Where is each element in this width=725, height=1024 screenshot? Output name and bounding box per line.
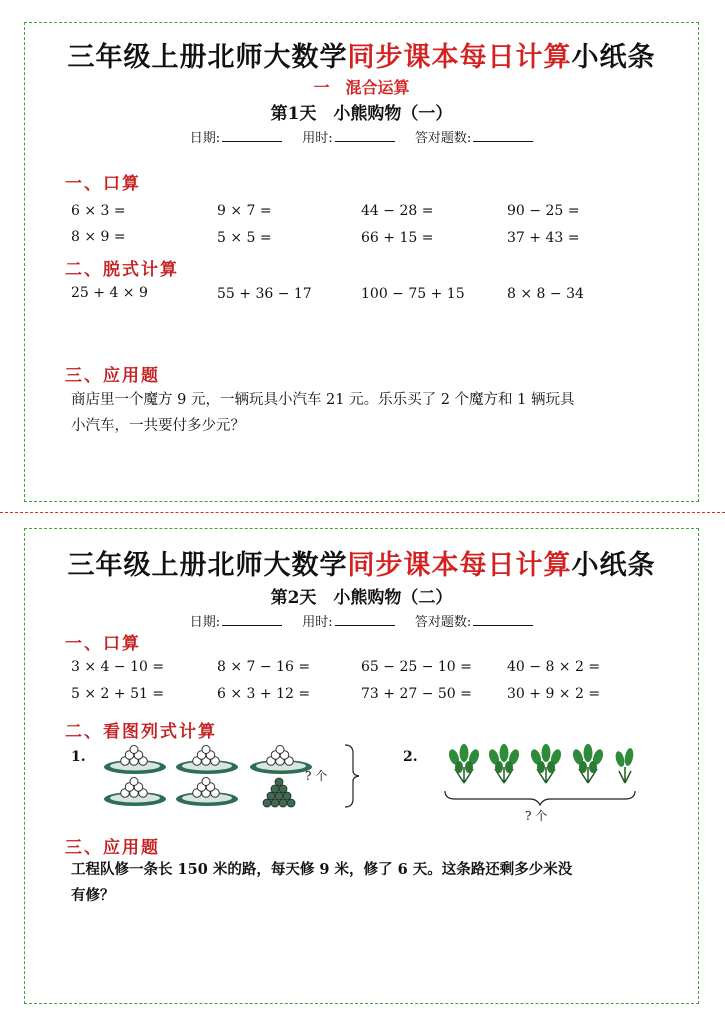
sheet-title bbox=[25, 543, 698, 582]
score-field: 答对题数: bbox=[415, 611, 533, 630]
info-row bbox=[25, 127, 698, 146]
picture-problem-1-label: 1. bbox=[71, 749, 86, 765]
oral-problem: 6 × 3 + 12 = bbox=[217, 686, 311, 702]
title-part-1: 三年级上册北师大数学 bbox=[67, 42, 348, 73]
sheet-day1 bbox=[24, 22, 699, 502]
oral-problem: 90 − 25 = bbox=[507, 203, 580, 219]
title-part-1: 三年级上册北师大数学 bbox=[67, 550, 348, 581]
oral-problem: 8 × 7 − 16 = bbox=[217, 659, 311, 675]
word-problem-line-2: 有修？ bbox=[71, 887, 115, 904]
cut-line bbox=[0, 512, 725, 513]
word-problem-line-2: 小汽车，一共要付多少元？ bbox=[71, 418, 245, 434]
title-part-highlight: 同步课本每日计算 bbox=[347, 42, 572, 73]
oral-problem: 9 × 7 = bbox=[217, 203, 272, 219]
section-word-problem: 三、应用题 bbox=[65, 366, 160, 386]
oral-problem: 73 + 27 − 50 = bbox=[361, 686, 472, 702]
time-blank[interactable] bbox=[335, 129, 395, 142]
expression: 8 × 8 − 34 bbox=[507, 286, 584, 302]
oral-problem: 6 × 3 = bbox=[71, 203, 126, 219]
word-problem-line-1: 工程队修一条长 150 米的路，每天修 9 米，修了 6 天。这条路还剩多少米没 bbox=[71, 861, 573, 878]
chapter-title: 一 混合运算 bbox=[313, 78, 410, 97]
section-oral-calc: 一、口算 bbox=[65, 174, 141, 194]
oral-problem: 44 − 28 = bbox=[361, 203, 434, 219]
sheet-title bbox=[25, 35, 698, 74]
word-problem-line-1: 商店里一个魔方 9 元，一辆玩具小汽车 21 元。乐乐买了 2 个魔方和 1 辆玩具 bbox=[71, 392, 575, 408]
date-field: 日期: bbox=[190, 611, 282, 630]
time-field: 用时: bbox=[302, 611, 394, 630]
oral-problem: 66 + 15 = bbox=[361, 230, 434, 246]
date-blank[interactable] bbox=[222, 129, 282, 142]
section-word-problem: 三、应用题 bbox=[65, 838, 160, 858]
section-picture-calc: 二、看图列式计算 bbox=[65, 722, 217, 742]
expression: 55 + 36 − 17 bbox=[217, 286, 312, 302]
expression: 25 + 4 × 9 bbox=[71, 285, 148, 301]
oral-problem: 30 + 9 × 2 = bbox=[507, 686, 601, 702]
day-title: 第1天 小熊购物（一） bbox=[270, 104, 453, 124]
info-row bbox=[25, 611, 698, 630]
score-blank[interactable] bbox=[473, 129, 533, 142]
picture-problem-1-question: ? 个 bbox=[305, 769, 328, 783]
oral-problem: 40 − 8 × 2 = bbox=[507, 659, 601, 675]
picture-problem-2-label: 2. bbox=[403, 749, 418, 765]
oral-problem: 65 − 25 − 10 = bbox=[361, 659, 472, 675]
title-part-3: 小纸条 bbox=[571, 42, 656, 73]
date-field: 日期: bbox=[190, 127, 282, 146]
picture-problem-2-question: ? 个 bbox=[525, 809, 548, 823]
oral-problem: 3 × 4 − 10 = bbox=[71, 659, 165, 675]
title-part-3: 小纸条 bbox=[571, 550, 656, 581]
oral-problem: 8 × 9 = bbox=[71, 229, 126, 245]
oral-problem: 5 × 5 = bbox=[217, 230, 272, 246]
title-part-highlight: 同步课本每日计算 bbox=[347, 550, 572, 581]
expression: 100 − 75 + 15 bbox=[361, 286, 465, 302]
sheet-day2 bbox=[24, 528, 699, 1004]
section-stepwise-calc: 二、脱式计算 bbox=[65, 260, 179, 280]
day-title: 第2天 小熊购物（二） bbox=[270, 588, 453, 608]
time-blank[interactable] bbox=[335, 613, 395, 626]
oral-problem: 37 + 43 = bbox=[507, 230, 580, 246]
time-field: 用时: bbox=[302, 127, 394, 146]
oral-problem: 5 × 2 + 51 = bbox=[71, 686, 165, 702]
score-blank[interactable] bbox=[473, 613, 533, 626]
section-oral-calc: 一、口算 bbox=[65, 634, 141, 654]
plates-of-buns-icon bbox=[83, 743, 373, 809]
score-field: 答对题数: bbox=[415, 127, 533, 146]
date-blank[interactable] bbox=[222, 613, 282, 626]
